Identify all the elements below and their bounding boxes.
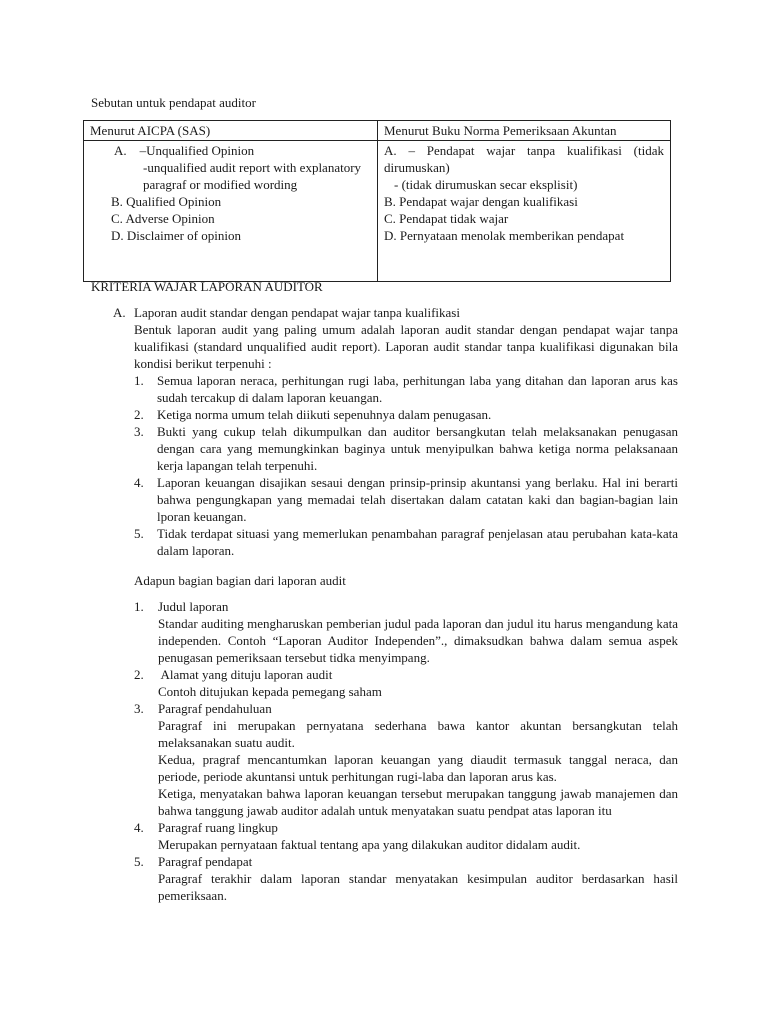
part-paragraph: Paragraf ini merupakan pernyatana sederhana bawa kantor akuntan bersangkutan telah melaksanakan suatu audit. bbox=[158, 718, 678, 750]
parts-intro: Adapun bagian bagian dari laporan audit bbox=[134, 573, 346, 588]
opinion-comparison-table bbox=[83, 120, 671, 282]
part-paragraph: Paragraf terakhir dalam laporan standar menyatakan kesimpulan auditor berdasarkan hasil pemeriksaan. bbox=[158, 871, 678, 903]
list-text: Ketiga norma umum telah diikuti sepenuhnya dalam penugasan. bbox=[157, 407, 492, 422]
list-item bbox=[113, 423, 678, 474]
aicpa-cell bbox=[84, 141, 378, 282]
criteria-list bbox=[113, 372, 678, 559]
list-number: 1. bbox=[134, 373, 144, 388]
list-number: 1. bbox=[134, 599, 144, 614]
norma-line: B. Pendapat wajar dengan kualifikasi bbox=[384, 194, 578, 209]
list-item bbox=[134, 700, 678, 819]
section-a-title: Laporan audit standar dengan pendapat wajar tanpa kualifikasi bbox=[134, 305, 460, 320]
list-item bbox=[134, 598, 678, 666]
part-paragraph: Standar auditing mengharuskan pemberian judul pada laporan dan judul itu harus mengandung kata independen. Contoh “Laporan Auditor Independen”., dimaksudkan bahwa dalam semua aspek penugasan pemeriksaan tersebut tidka menyimpang. bbox=[158, 616, 678, 665]
part-paragraph: Kedua, pragraf mencantumkan laporan keuangan yang diaudit termasuk tanggal neraca, dan periode, periode akuntansi untuk perhitungan rugi-laba dan laporan arus kas. bbox=[158, 752, 678, 784]
aicpa-line: -unqualified audit report with explanatory bbox=[143, 160, 362, 175]
section-heading: KRITERIA WAJAR LAPORAN AUDITOR bbox=[91, 279, 323, 294]
list-item bbox=[134, 853, 678, 904]
part-title: Paragraf pendahuluan bbox=[158, 701, 272, 716]
part-paragraph: Ketiga, menyatakan bahwa laporan keuangan tersebut merupakan tanggung jawab manajemen dan bahwa tanggung jawab auditor adalah untuk menyatakan suatu pendpat atas laporan itu bbox=[158, 786, 678, 818]
list-text: Tidak terdapat situasi yang memerlukan penambahan paragraf penjelasan atau perubahan kata-kata dalam laporan. bbox=[157, 526, 678, 558]
list-item bbox=[113, 372, 678, 406]
norma-cell bbox=[378, 141, 671, 282]
list-number: 4. bbox=[134, 820, 144, 835]
intro-line: Sebutan untuk pendapat auditor bbox=[91, 95, 256, 110]
list-text: Laporan keuangan disajikan sesaui dengan prinsip-prinsip akuntansi yang berlaku. Hal ini berarti bahwa pengungkapan yang memadai telah disertakan dalam catatan kaki dan bagian-bagian lain lporan keuangan. bbox=[157, 475, 678, 524]
part-title: Judul laporan bbox=[158, 599, 229, 614]
part-paragraph: Contoh ditujukan kepada pemegang saham bbox=[158, 684, 382, 699]
table-header-norma: Menurut Buku Norma Pemeriksaan Akuntan bbox=[378, 121, 671, 141]
list-item bbox=[134, 819, 678, 853]
aicpa-line: paragraf or modified wording bbox=[143, 177, 298, 192]
norma-line: - (tidak dirumuskan secar eksplisit) bbox=[394, 177, 578, 192]
list-text: Bukti yang cukup telah dikumpulkan dan auditor bersangkutan telah melaksanakan penugasan dengan cara yang memungkinkan baginya untuk menyipulkan bahwa ketiga norma pelaksanaan kerja lapangan telah terpenuhi. bbox=[157, 424, 678, 473]
list-number: 2. bbox=[134, 407, 144, 422]
part-title: Paragraf pendapat bbox=[158, 854, 253, 869]
list-item bbox=[113, 525, 678, 559]
list-number: 2. bbox=[134, 667, 144, 682]
section-a-paragraph: Bentuk laporan audit yang paling umum adalah laporan audit standar dengan pendapat wajar tanpa kualifikasi (standard unqualified audit report). Laporan audit standar tanpa kualifikasi digunakan bila kondisi berikut terpenuhi : bbox=[134, 322, 678, 371]
part-title: Alamat yang dituju laporan audit bbox=[158, 667, 333, 682]
list-number: 3. bbox=[134, 701, 144, 716]
norma-line: D. Pernyataan menolak memberikan pendapat bbox=[384, 228, 625, 243]
section-a bbox=[113, 304, 678, 559]
list-text: Semua laporan neraca, perhitungan rugi laba, perhitungan laba yang ditahan dan laporan arus kas sudah tercakup di dalam laporan keuangan. bbox=[157, 373, 678, 405]
list-item bbox=[134, 666, 678, 700]
table-header-aicpa: Menurut AICPA (SAS) bbox=[84, 121, 378, 141]
report-parts-list bbox=[134, 598, 678, 904]
section-letter: A. bbox=[113, 305, 126, 320]
list-number: 4. bbox=[134, 475, 144, 490]
list-item bbox=[113, 474, 678, 525]
list-number: 3. bbox=[134, 424, 144, 439]
aicpa-line: C. Adverse Opinion bbox=[111, 211, 215, 226]
part-paragraph: Merupakan pernyataan faktual tentang apa yang dilakukan auditor didalam audit. bbox=[158, 837, 581, 852]
list-item bbox=[113, 406, 678, 423]
norma-line: C. Pendapat tidak wajar bbox=[384, 211, 509, 226]
list-number: 5. bbox=[134, 526, 144, 541]
aicpa-line: A. –Unqualified Opinion bbox=[114, 143, 255, 158]
aicpa-line: D. Disclaimer of opinion bbox=[111, 228, 241, 243]
part-title: Paragraf ruang lingkup bbox=[158, 820, 278, 835]
list-number: 5. bbox=[134, 854, 144, 869]
aicpa-line: B. Qualified Opinion bbox=[111, 194, 222, 209]
norma-line: A. – Pendapat wajar tanpa kualifikasi (tidak dirumuskan) bbox=[384, 143, 664, 175]
